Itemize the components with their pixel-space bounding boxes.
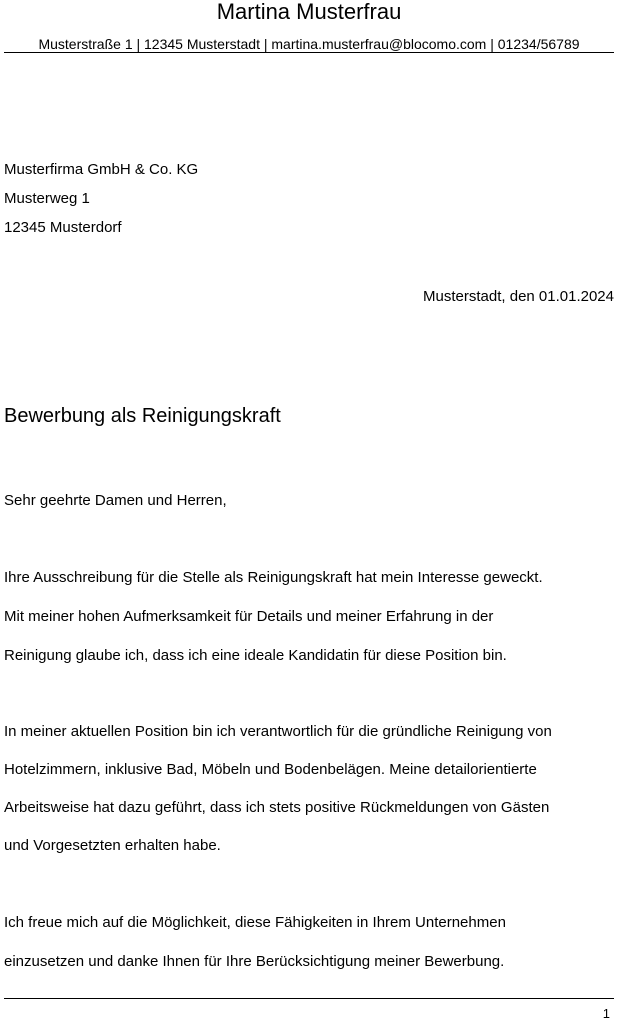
recipient-company: Musterfirma GmbH & Co. KG <box>4 161 199 178</box>
sender-contact-line: Musterstraße 1 | 12345 Musterstadt | martina.musterfrau@blocomo.com | 01234/56789 <box>38 36 580 52</box>
sender-name: Martina Musterfrau <box>216 0 402 24</box>
header-divider <box>4 52 614 53</box>
paragraph-2-line-1: In meiner aktuellen Position bin ich verantwortlich für die gründliche Reinigung von <box>4 723 552 740</box>
paragraph-1-line-3: Reinigung glaube ich, dass ich eine ideale Kandidatin für diese Position bin. <box>4 647 507 664</box>
paragraph-3-line-2: einzusetzen und danke Ihnen für Ihre Berücksichtigung meiner Bewerbung. <box>4 953 505 970</box>
recipient-city: 12345 Musterdorf <box>4 219 122 236</box>
salutation: Sehr geehrte Damen und Herren, <box>4 492 227 509</box>
paragraph-2-line-4: und Vorgesetzten erhalten habe. <box>4 837 221 854</box>
paragraph-3-line-1: Ich freue mich auf die Möglichkeit, diese Fähigkeiten in Ihrem Unternehmen <box>4 914 506 931</box>
paragraph-2-line-2: Hotelzimmern, inklusive Bad, Möbeln und Bodenbelägen. Meine detailorientierte <box>4 761 537 778</box>
footer-divider <box>4 998 614 999</box>
date-line: Musterstadt, den 01.01.2024 <box>423 288 614 305</box>
page-number: 1 <box>602 1006 610 1021</box>
recipient-street: Musterweg 1 <box>4 190 90 207</box>
paragraph-1-line-1: Ihre Ausschreibung für die Stelle als Reinigungskraft hat mein Interesse geweckt. <box>4 569 543 586</box>
paragraph-2-line-3: Arbeitsweise hat dazu geführt, dass ich stets positive Rückmeldungen von Gästen <box>4 799 550 816</box>
paragraph-1-line-2: Mit meiner hohen Aufmerksamkeit für Details und meiner Erfahrung in der <box>4 608 494 625</box>
letter-subject: Bewerbung als Reinigungskraft <box>4 405 281 427</box>
